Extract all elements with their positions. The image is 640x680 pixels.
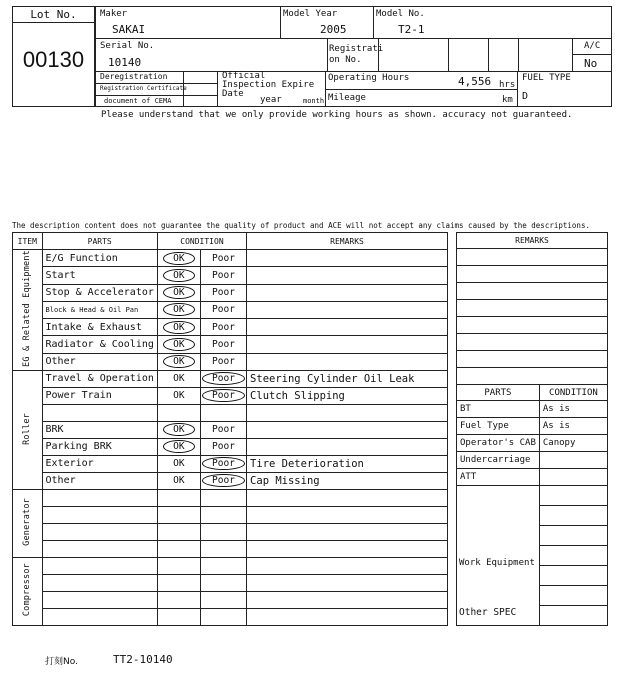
remark [247,574,448,591]
right-remarks-table [456,232,608,385]
part-name: BRK [42,421,157,438]
part-name: Start [42,267,157,284]
remark [247,540,448,557]
spec-part: Fuel Type [457,418,540,435]
condition-cell-poor [200,472,246,489]
condition-cell-poor [200,336,246,353]
header-grid [95,6,612,107]
condition-cell-ok [157,387,200,404]
hrs-unit: hrs [499,80,516,90]
remark [247,608,448,625]
part-name [42,557,157,574]
part-name: Other [42,353,157,370]
selected-condition-ok: OK [163,286,194,299]
condition-cell-ok [157,353,200,370]
condition-cell-ok [157,523,200,540]
right-remarks-row [457,266,608,283]
condition-cell-ok [157,506,200,523]
condition-cell-poor [200,506,246,523]
part-name [42,404,157,421]
model-no-label: Model No. [376,9,425,19]
right-remarks-cell [457,334,608,351]
spec-value: Canopy [539,435,607,452]
condition-cell-ok [157,608,200,625]
part-name: Stop & Accelerator [42,284,157,301]
col-item: ITEM [13,233,43,250]
spec-row [457,452,608,469]
operating-hours-label: Operating Hours [328,73,410,83]
stamp-value: TT2-10140 [113,653,173,666]
part-name [42,489,157,506]
registration-no-label: Registrati on No. [329,44,384,65]
col-condition: CONDITION [157,233,246,250]
condition-poor: Poor [212,252,235,264]
lot-no-label: Lot No. [13,7,94,23]
part-name: Power Train [42,387,157,404]
condition-row [13,523,448,540]
lot-no-value: 00130 [22,47,85,72]
col-remarks: REMARKS [247,233,448,250]
remark [247,267,448,284]
col-parts: PARTS [42,233,157,250]
right-remarks-cell [457,368,608,385]
condition-row [13,319,448,336]
part-name [42,591,157,608]
stamp-label: 打刻No. [45,657,78,667]
condition-cell-ok [157,421,200,438]
part-name [42,540,157,557]
selected-condition-ok: OK [163,303,194,316]
condition-cell-ok [157,267,200,284]
document-cema-label: document of CEMA [104,97,172,105]
condition-row [13,557,448,574]
remark [247,250,448,267]
operating-hours-value: 4,556 [458,75,492,88]
other-spec-label: Other SPEC [459,607,517,618]
remark [247,421,448,438]
condition-cell-poor [200,267,246,284]
item-group-text: Generator [22,498,33,546]
remark [247,506,448,523]
condition-cell-poor [200,438,246,455]
spec-row [457,469,608,486]
right-remarks-cell [457,283,608,300]
remark: Steering Cylinder Oil Leak [247,370,448,387]
item-group-text: Roller [22,412,33,445]
item-group-label [13,370,43,489]
condition-poor: Poor [212,424,235,436]
condition-row [13,540,448,557]
remark [247,557,448,574]
condition-row [13,387,448,404]
condition-row [13,591,448,608]
condition-cell-poor [200,404,246,421]
right-remarks-cell [457,300,608,317]
right-remarks-row [457,300,608,317]
right-remarks-row [457,351,608,368]
maker-label: Maker [100,9,128,19]
selected-condition-ok: OK [163,269,194,282]
item-group-label [13,557,43,625]
item-group-text: EG & Related Equipment [22,250,33,367]
condition-table [12,232,448,626]
remark: Tire Deterioration [247,455,448,472]
spec-row [457,418,608,435]
condition-cell-ok [157,557,200,574]
condition-cell-ok [157,370,200,387]
condition-row [13,336,448,353]
spec-work-block [457,486,608,626]
work-equipment-label: Work Equipment [459,558,535,568]
serial-no-value: 10140 [108,56,142,69]
part-name: Travel & Operation [42,370,157,387]
condition-cell-poor [200,301,246,318]
condition-poor: Poor [212,356,235,368]
condition-cell-poor [200,370,246,387]
spec-blank-line [540,526,607,546]
selected-condition-poor: Poor [202,474,245,487]
condition-cell-ok [157,472,200,489]
spec-row [457,435,608,452]
part-name: Block & Head & Oil Pan [42,301,157,318]
item-group-label [13,489,43,557]
spec-row [457,401,608,418]
spec-value [539,469,607,486]
condition-cell-poor [200,608,246,625]
spec-blank-line [540,506,607,526]
condition-cell-poor [200,284,246,301]
selected-condition-ok: OK [163,321,194,334]
spec-value: As is [539,418,607,435]
selected-condition-ok: OK [163,440,194,453]
spec-part: ATT [457,469,540,486]
item-group-label [13,250,43,371]
condition-cell-ok [157,455,200,472]
condition-cell-poor [200,540,246,557]
spec-value: As is [539,401,607,418]
spec-blank-line [540,566,607,586]
condition-cell-poor [200,557,246,574]
right-remarks-row [457,368,608,385]
condition-row [13,574,448,591]
part-name: Parking BRK [42,438,157,455]
remark [247,404,448,421]
condition-row [13,506,448,523]
mileage-label: Mileage [328,93,366,103]
remark [247,353,448,370]
condition-row [13,301,448,318]
condition-cell-ok [157,591,200,608]
condition-cell-poor [200,353,246,370]
condition-ok: OK [173,458,185,470]
right-remarks-row [457,249,608,266]
selected-condition-poor: Poor [202,389,245,402]
condition-row [13,472,448,489]
right-remarks-row [457,317,608,334]
remark [247,301,448,318]
selected-condition-ok: OK [163,355,194,368]
remark [247,489,448,506]
condition-cell-ok [157,540,200,557]
spec-value [539,452,607,469]
condition-cell-poor [200,319,246,336]
year-label: year [260,95,282,105]
disclaimer: The description content does not guarantee the quality of product and ACE will not accept any claims caused by the descriptions. [12,221,590,230]
right-remarks-cell [457,317,608,334]
condition-row [13,353,448,370]
condition-ok: OK [173,373,185,385]
condition-cell-poor [200,250,246,267]
spec-work-right [539,486,607,626]
right-remarks-cell [457,249,608,266]
remark [247,438,448,455]
part-name [42,506,157,523]
part-name [42,574,157,591]
condition-cell-poor [200,523,246,540]
condition-ok: OK [173,390,185,402]
model-year-value: 2005 [320,23,347,36]
model-no-value: T2-1 [398,23,425,36]
spec-table [456,384,608,626]
official-inspection-label: Official Inspection Expire Date [222,71,315,99]
condition-row [13,421,448,438]
spec-blank-line [540,486,607,506]
spec-col-parts: PARTS [457,385,540,401]
part-name: Exterior [42,455,157,472]
condition-poor: Poor [212,304,235,316]
selected-condition-poor: Poor [202,372,245,385]
right-remarks-cell [457,351,608,368]
item-group-text: Compressor [22,563,33,617]
remark: Cap Missing [247,472,448,489]
right-remarks-cell [457,266,608,283]
selected-condition-ok: OK [163,338,194,351]
condition-row [13,438,448,455]
part-name: E/G Function [42,250,157,267]
condition-cell-poor [200,455,246,472]
condition-cell-poor [200,489,246,506]
remark: Clutch Slipping [247,387,448,404]
condition-cell-poor [200,591,246,608]
remark [247,591,448,608]
condition-row [13,455,448,472]
condition-cell-ok [157,489,200,506]
condition-poor: Poor [212,339,235,351]
condition-cell-ok [157,250,200,267]
condition-cell-ok [157,284,200,301]
selected-condition-poor: Poor [202,457,245,470]
part-name [42,608,157,625]
condition-row [13,404,448,421]
condition-cell-ok [157,301,200,318]
condition-poor: Poor [212,269,235,281]
spec-work-left [457,486,540,626]
right-remarks-row [457,283,608,300]
ac-label: A/C [584,41,601,51]
condition-ok: OK [173,475,185,487]
condition-cell-poor [200,387,246,404]
condition-row [13,284,448,301]
part-name [42,523,157,540]
part-name: Radiator & Cooling [42,336,157,353]
spec-blank-line [540,606,607,625]
km-unit: km [502,95,513,105]
maker-value: SAKAI [112,23,146,36]
serial-no-label: Serial No. [100,41,155,51]
remark [247,284,448,301]
deregistration-label: Deregistration [100,72,168,81]
condition-cell-ok [157,438,200,455]
condition-cell-ok [157,404,200,421]
condition-cell-ok [157,574,200,591]
spec-part: Undercarriage [457,452,540,469]
condition-row [13,489,448,506]
ac-value: No [584,57,598,70]
condition-poor: Poor [212,321,235,333]
lot-number-box [12,6,95,107]
remark [247,319,448,336]
condition-row [13,370,448,387]
hours-notice: Please understand that we only provide working hours as shown. accuracy not guaranteed. [101,110,573,120]
condition-cell-ok [157,336,200,353]
model-year-label: Model Year [283,9,338,19]
spec-col-condition: CONDITION [539,385,607,401]
condition-row [13,267,448,284]
fuel-type-value: D [522,91,529,102]
month-label: month [303,97,325,105]
spec-part: BT [457,401,540,418]
right-remarks-header: REMARKS [457,233,608,249]
condition-row [13,250,448,267]
remark [247,523,448,540]
part-name: Intake & Exhaust [42,319,157,336]
condition-cell-poor [200,574,246,591]
selected-condition-ok: OK [163,252,194,265]
selected-condition-ok: OK [163,423,194,436]
condition-cell-poor [200,421,246,438]
condition-cell-ok [157,319,200,336]
spec-blank-line [540,546,607,566]
right-remarks-row [457,334,608,351]
condition-row [13,608,448,625]
spec-part: Operator's CAB [457,435,540,452]
registration-certificate-label: Registration Certificate [100,85,187,92]
condition-poor: Poor [212,287,235,299]
remark [247,336,448,353]
spec-blank-line [540,586,607,606]
part-name: Other [42,472,157,489]
fuel-type-label: FUEL TYPE [522,73,571,83]
condition-poor: Poor [212,441,235,453]
